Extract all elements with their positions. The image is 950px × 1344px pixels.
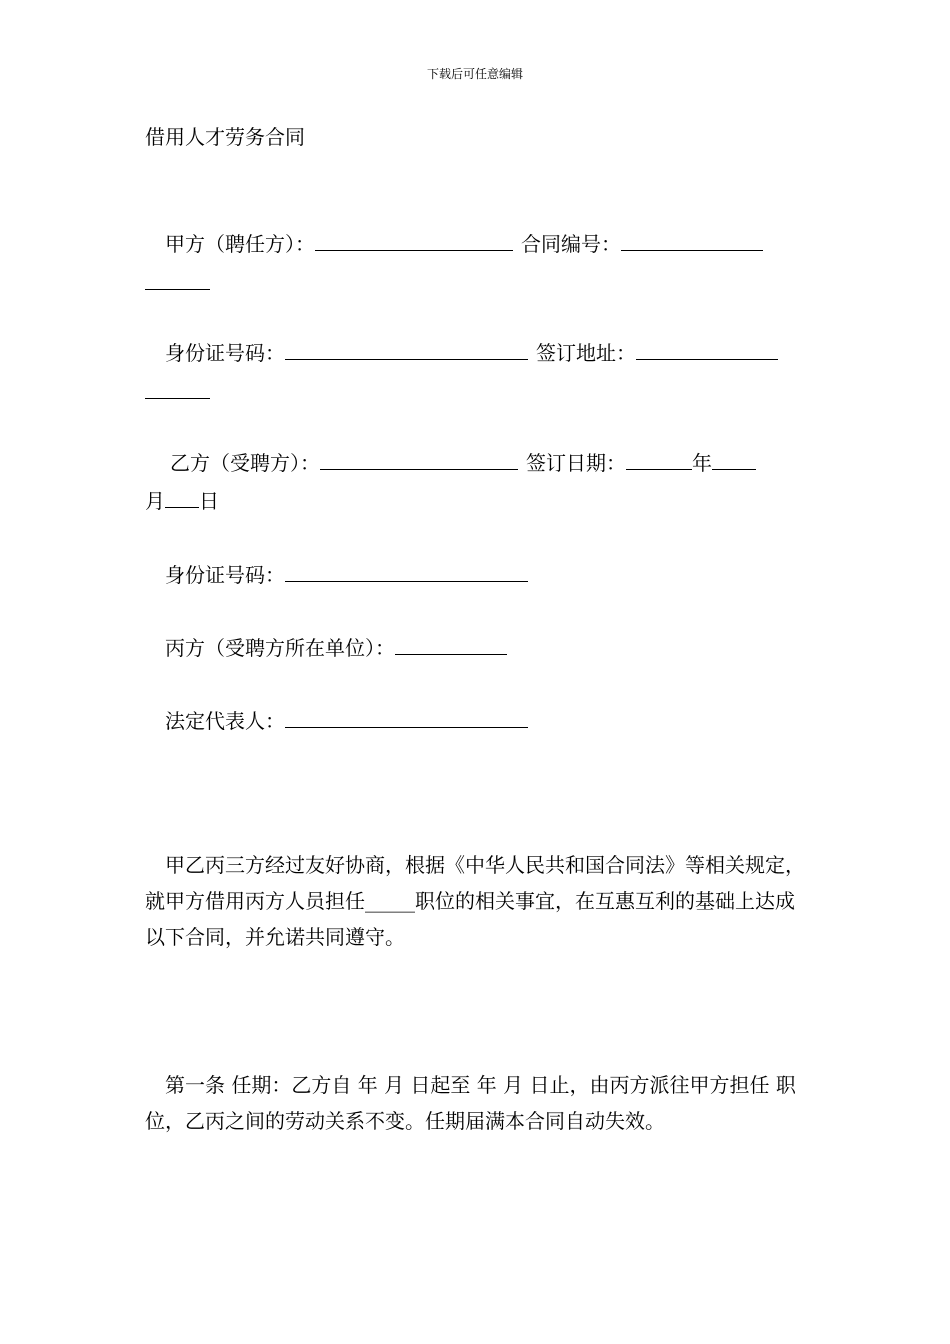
legal-rep-label: 法定代表人： bbox=[165, 709, 285, 733]
party-b-line bbox=[170, 448, 756, 478]
article-1-paragraph bbox=[145, 1067, 805, 1139]
sign-month-blank[interactable] bbox=[712, 451, 756, 470]
legal-rep-line bbox=[165, 706, 528, 736]
sign-year-blank[interactable] bbox=[626, 451, 692, 470]
id-no-b-blank[interactable] bbox=[285, 563, 528, 582]
day-char: 日 bbox=[199, 489, 219, 513]
id-no-b-label: 身份证号码： bbox=[165, 563, 285, 587]
contract-no-blank[interactable] bbox=[621, 232, 763, 251]
party-c-line bbox=[165, 633, 507, 663]
id-no-a-line bbox=[165, 338, 778, 368]
id-no-a-blank[interactable] bbox=[285, 341, 528, 360]
preamble-position-blank[interactable]: _____ bbox=[365, 889, 415, 913]
document-title: 借用人才劳务合同 bbox=[145, 125, 305, 149]
contract-no-label: 合同编号： bbox=[521, 232, 621, 256]
id-no-b-line bbox=[165, 560, 528, 590]
contract-no-continuation bbox=[145, 268, 210, 298]
sign-date-label: 签订日期： bbox=[526, 451, 626, 475]
preamble-paragraph bbox=[145, 847, 805, 955]
party-c-blank[interactable] bbox=[395, 636, 507, 655]
year-char: 年 bbox=[692, 451, 712, 475]
party-b-label: 乙方（受聘方）： bbox=[170, 451, 320, 475]
sign-address-blank-cont[interactable] bbox=[145, 380, 210, 399]
party-c-label: 丙方（受聘方所在单位）： bbox=[165, 636, 395, 660]
party-a-label: 甲方（聘任方）： bbox=[165, 232, 315, 256]
month-char: 月 bbox=[145, 489, 165, 513]
preamble-text-2: 职位的相关事宜，在互惠互利的基础上达成以下合同，并允诺共同遵守。 bbox=[145, 889, 795, 949]
party-a-line bbox=[165, 229, 763, 259]
sign-address-blank[interactable] bbox=[636, 341, 778, 360]
contract-no-blank-cont[interactable] bbox=[145, 271, 210, 290]
sign-date-continuation bbox=[145, 486, 219, 516]
preamble-text-1: 甲乙丙三方经过友好协商，根据《中华人民共和国合同法》等相关规定，就甲方借用丙方人员担任 bbox=[145, 853, 805, 913]
sign-day-blank[interactable] bbox=[165, 489, 199, 508]
sign-address-continuation bbox=[145, 377, 210, 407]
party-b-blank[interactable] bbox=[320, 451, 518, 470]
party-a-blank[interactable] bbox=[315, 232, 513, 251]
sign-address-label: 签订地址： bbox=[536, 341, 636, 365]
legal-rep-blank[interactable] bbox=[285, 709, 528, 728]
article-1-text: 第一条 任期：乙方自 年 月 日起至 年 月 日止，由丙方派往甲方担任 职位，乙丙之间的劳动关系不变。任期届满本合同自动失效。 bbox=[145, 1073, 796, 1133]
id-no-a-label: 身份证号码： bbox=[165, 341, 285, 365]
page-header-note: 下载后可任意编辑 bbox=[426, 67, 523, 81]
